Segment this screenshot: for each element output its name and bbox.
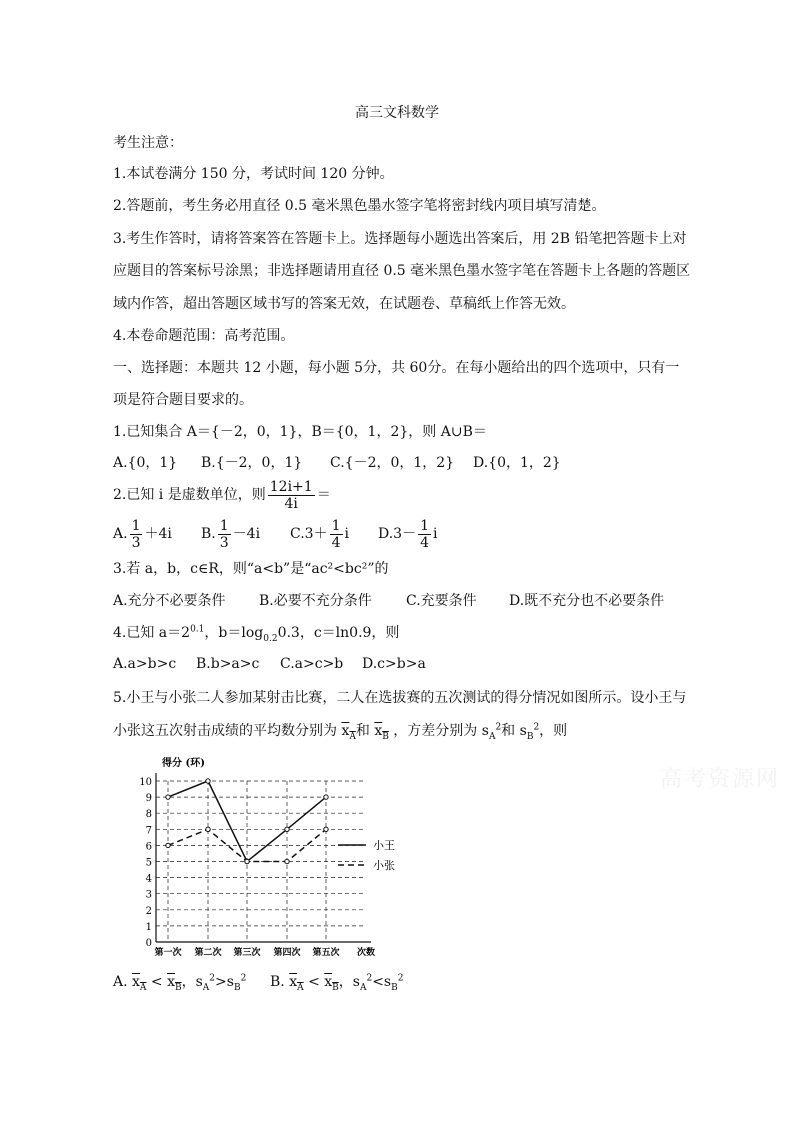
q2-b-num: 1 — [219, 517, 229, 534]
y-tick-label: 1 — [145, 921, 152, 933]
q2-option-d — [378, 516, 438, 552]
q2-option-b — [201, 516, 260, 552]
question-3-stem: 3.若 a，b，c∈R，则“a<b”是“ac²<bc²”的 — [113, 561, 389, 577]
x-tick-label: 第一次 — [154, 948, 182, 957]
section-heading: 项是符合题目要求的。 — [113, 392, 253, 408]
y-tick-label: 2 — [145, 905, 152, 917]
y-tick-label: 8 — [145, 809, 152, 821]
notes-header: 考生注意： — [113, 135, 183, 151]
q2-c-pre: C.3＋ — [290, 526, 328, 542]
q2-c-frac — [330, 518, 343, 551]
q1-option-a: A.{0，1} — [113, 455, 178, 471]
q4-stem-c: 0.3，c＝ln0.9，则 — [277, 625, 400, 641]
y-tick-label: 9 — [145, 793, 152, 805]
q4-option-a: A.a>b>c — [113, 656, 177, 672]
q3-option-c: C.充要条件 — [406, 593, 477, 609]
q2-fraction — [268, 479, 315, 512]
q5-sa-sub: A — [488, 731, 496, 742]
y-tick-label: 5 — [145, 857, 152, 869]
q3-option-b: B.必要不充分条件 — [259, 593, 372, 609]
q4-stem-b: ，b＝log — [204, 625, 264, 641]
q2-a-num: 1 — [131, 517, 141, 534]
q2-b-frac — [218, 518, 231, 551]
y-tick-label: 10 — [139, 777, 152, 788]
question-5-line1: 5.小王与小张二人参加某射击比赛，二人在选拔赛的五次测试的得分情况如图所示。设小王与 — [113, 690, 687, 706]
x-tick-label: 第四次 — [273, 948, 301, 957]
q4-option-d: D.c>b>a — [362, 656, 426, 672]
q5-mean-a: $x_A$ — [341, 723, 356, 742]
legend-label: 小张 — [373, 859, 395, 872]
q2-stem-end: ＝ — [316, 487, 331, 503]
q2-c-post: i — [344, 526, 349, 542]
plot-area — [156, 777, 371, 942]
note-line: 域内作答，超出答题区域书写的答案无效，在试题卷、草稿纸上作答无效。 — [113, 296, 575, 312]
q2-a-pre: A. — [113, 526, 128, 542]
q2-option-c — [290, 516, 349, 552]
q5-text-c: 和 s — [501, 723, 527, 739]
x-tick-label: 第二次 — [194, 948, 222, 957]
q5-sb-sub: B — [526, 731, 534, 742]
data-point — [285, 859, 289, 863]
question-5-line2: 小张这五次射击成绩的平均数分别为 $x_A$和 $x_B$ ，方差分别为 $s_A^2$和 $s_B^2$，则 — [113, 722, 568, 742]
q3-option-a: A.充分不必要条件 — [113, 593, 226, 609]
q2-d-frac — [418, 518, 431, 551]
q2-frac-num: 12i+1 — [269, 478, 313, 495]
question-4-stem — [113, 623, 399, 643]
q5-text-b: ，方差分别为 s — [393, 723, 489, 739]
x-tick-label: 第五次 — [312, 948, 340, 957]
q2-option-a — [113, 516, 172, 552]
q5-and: 和 — [355, 723, 370, 739]
q4-option-b: B.b>a>c — [196, 656, 260, 672]
q2-b-pre: B. — [201, 526, 216, 542]
data-point — [324, 827, 328, 831]
x-axis-label: 次数 — [357, 948, 376, 957]
data-point — [166, 795, 170, 799]
data-point — [166, 843, 170, 847]
section-heading: 一、选择题：本题共 12 小题，每小题 5分，共 60分。在每小题给出的四个选项中，只有一 — [113, 360, 680, 376]
q2-stem-text: 2.已知 i 是虚数单位，则 — [113, 487, 266, 503]
note-line: 1.本试卷满分 150 分，考试时间 120 分钟。 — [113, 166, 394, 182]
y-tick-label: 6 — [145, 841, 152, 853]
q2-frac-den: 4i — [284, 495, 298, 512]
data-point — [285, 827, 289, 831]
q2-b-post: －4i — [232, 526, 261, 542]
q2-a-den: 3 — [131, 534, 141, 551]
q1-option-b: B.{－2，0，1} — [201, 455, 303, 471]
q4-option-c: C.a>c>b — [280, 656, 344, 672]
y-axis-label: 得分 (环) — [162, 758, 205, 769]
q1-option-c: C.{－2，0，1，2} — [330, 455, 455, 471]
q5-text-a: 小张这五次射击成绩的平均数分别为 — [113, 723, 337, 739]
note-line: 应题目的答案标号涂黑；非选择题请用直径 0.5 毫米黑色墨水签字笔在答题卡上各题的答题区 — [113, 263, 691, 279]
q2-d-den: 4 — [420, 534, 430, 551]
q3-option-d: D.既不充分也不必要条件 — [509, 593, 665, 609]
data-point — [324, 795, 328, 799]
note-line: 4.本卷命题范围：高考范围。 — [113, 328, 295, 344]
score-line-chart — [113, 752, 403, 957]
q4-exponent: 0.1 — [190, 624, 205, 635]
q2-c-den: 4 — [331, 534, 341, 551]
q2-c-num: 1 — [331, 517, 341, 534]
q4-stem-a: 4.已知 a＝2 — [113, 625, 191, 641]
question-2-stem — [113, 475, 331, 515]
q4-log-base: 0.2 — [263, 633, 278, 644]
q2-d-post: i — [433, 526, 438, 542]
y-tick-label: 7 — [145, 825, 152, 837]
note-line: 3.考生作答时，请将答案答在答题卡上。选择题每小题选出答案后，用 2B 铅笔把答题卡上对 — [113, 231, 687, 247]
q2-b-den: 3 — [219, 534, 229, 551]
question-1-stem: 1.已知集合 A＝{－2，0，1}，B＝{0，1，2}，则 A∪B＝ — [113, 424, 487, 440]
q5-mean-b: $x_B$ — [374, 723, 389, 742]
q2-a-frac — [130, 518, 143, 551]
legend-label: 小王 — [373, 839, 395, 852]
x-tick-label: 第三次 — [233, 948, 261, 957]
y-tick-label: 4 — [145, 873, 152, 885]
y-tick-label: 0 — [145, 938, 152, 949]
q5-option-b: B. $x_A < x_B$，$s_A^2<s_B^2$ — [270, 973, 404, 993]
note-line: 2.答题前，考生务必用直径 0.5 毫米黑色墨水签字笔将密封线内项目填写清楚。 — [113, 198, 606, 214]
data-point — [245, 859, 249, 863]
q2-d-pre: D.3－ — [378, 526, 417, 542]
q2-d-num: 1 — [420, 517, 430, 534]
watermark: 高考资源网 — [660, 767, 781, 792]
page-title: 高三文科数学 — [355, 105, 439, 121]
q5-text-d: ，则 — [539, 723, 568, 739]
y-tick-label: 3 — [145, 889, 152, 901]
data-point — [206, 779, 210, 783]
q2-a-post: ＋4i — [144, 526, 172, 542]
q5-option-a: A. $x_A < x_B$，$s_A^2>s_B^2$ — [113, 973, 247, 993]
q1-option-d: D.{0，1，2} — [473, 455, 561, 471]
data-point — [206, 827, 210, 831]
